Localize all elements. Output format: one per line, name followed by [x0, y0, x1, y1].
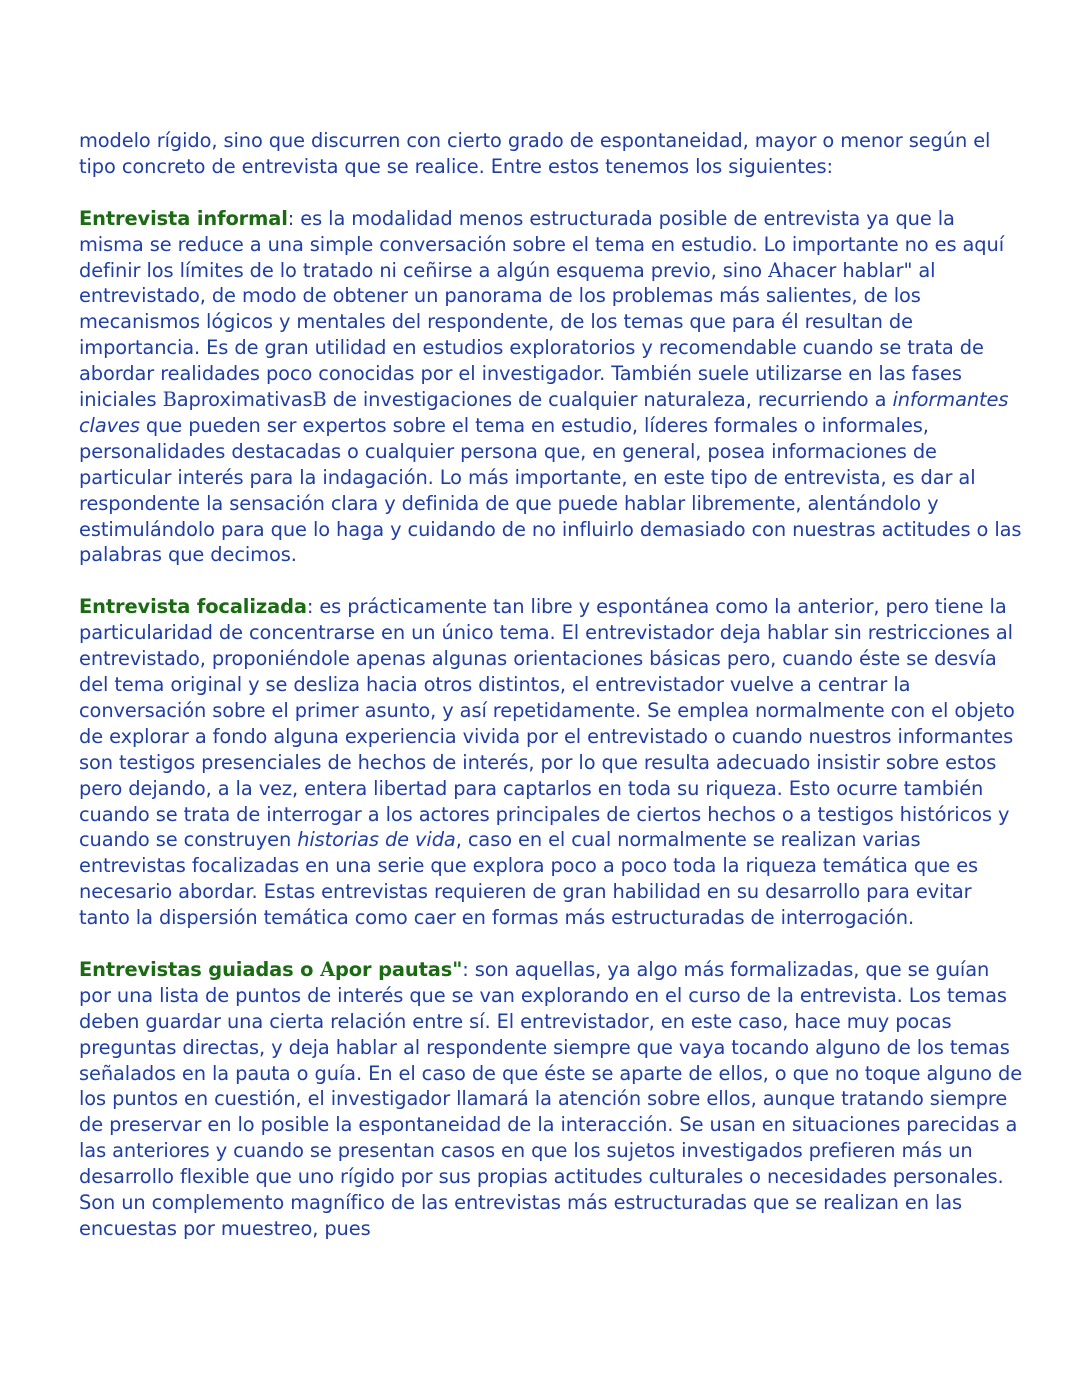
focalizada-text-2: , caso en el cual normalmente se realizan varias entrevistas focalizadas en una serie que explora poco a poco toda la riqueza temática que es necesario abordar. Estas entrevistas requieren de gran habilidad en su desarrollo para evitar tanto la dispersión temática como caer en formas más estructuradas de interrogación.	[79, 828, 979, 930]
guiadas-glyph-a: A	[320, 957, 336, 981]
informal-glyph-a: A	[768, 258, 783, 282]
informal-text-2: hacer hablar" al entrevistado, de modo de obtener un panorama de los problemas más salientes, de los mecanismos lógicos y mentales del respondente, de los temas que para él resultan de importancia. Es de gran utilidad en estudios exploratorios y recomendable cuando se trata de abordar realidades poco conocidas por el investigador. También suele utilizarse en las fases iniciales	[79, 258, 984, 412]
informal-text-4: de investigaciones de cualquier naturaleza, recurriendo a	[326, 388, 893, 412]
guiadas-paragraph	[79, 957, 1024, 1242]
informal-glyph-b1: B	[162, 388, 177, 412]
intro-text: modelo rígido, sino que discurren con cierto grado de espontaneidad, mayor o menor según el tipo concreto de entrevista que se realice. Entre estos tenemos los siguientes:	[79, 129, 991, 178]
informal-italic: informantes claves	[79, 388, 1009, 437]
document-page	[79, 128, 1024, 1268]
intro-paragraph	[79, 128, 1024, 180]
focalizada-term: Entrevista focalizada	[79, 595, 307, 619]
guiadas-term-1: Entrevistas guiadas o	[79, 957, 321, 981]
informal-text-5: que pueden ser expertos sobre el tema en estudio, líderes formales o informales, personalidades destacadas o cualquier persona que, en general, posea informaciones de particular interés para la indagación. Lo más importante, en este tipo de entrevista, es dar al respondente la sensación clara y definida de que puede hablar libremente, alentándolo y estimulándolo para que lo haga y cuidando de no influirlo demasiado con nuestras actitudes o las palabras que decimos.	[79, 413, 1022, 567]
informal-paragraph	[79, 206, 1024, 569]
focalizada-italic: historias de vida	[297, 828, 456, 852]
guiadas-term-2: por pautas"	[335, 957, 463, 981]
guiadas-text-1: : son aquellas, ya algo más formalizadas, que se guían por una lista de puntos de interés que se van explorando en el curso de la entrevista. Los temas deben guardar una cierta relación entre sí. El entrevistador, en este caso, hace muy pocas preguntas directas, y deja hablar al respondente siempre que vaya tocando alguno de los temas señalados en la pauta o guía. En el caso de que éste se aparte de ellos, o que no toque alguno de los puntos en cuestión, el investigador llamará la atención sobre ellos, aunque tratando siempre de preservar en lo posible la espontaneidad de la interacción. Se usan en situaciones parecidas a las anteriores y cuando se presentan casos en que los sujetos investigados prefieren más un desarrollo flexible que uno rígido por sus propias actitudes culturales o necesidades personales. Son un complemento magnífico de las entrevistas más estructuradas que se realizan en las encuestas por muestreo, pues	[79, 957, 1023, 1241]
informal-term: Entrevista informal	[79, 206, 288, 230]
informal-text-3: aproximativas	[176, 388, 313, 412]
focalizada-paragraph	[79, 594, 1024, 931]
informal-text-1: : es la modalidad menos estructurada posible de entrevista ya que la misma se reduce a una simple conversación sobre el tema en estudio. Lo importante no es aquí definir los límites de lo tratado ni ceñirse a algún esquema previo, sino	[79, 206, 1004, 282]
focalizada-text-1: : es prácticamente tan libre y espontánea como la anterior, pero tiene la particularidad de concentrarse en un único tema. El entrevistador deja hablar sin restricciones al entrevistado, proponiéndole apenas algunas orientaciones básicas pero, cuando éste se desvía del tema original y se desliza hacia otros distintos, el entrevistador vuelve a centrar la conversación sobre el primer asunto, y así repetidamente. Se emplea normalmente con el objeto de explorar a fondo alguna experiencia vivida por el entrevistado o cuando nuestros informantes son testigos presenciales de hechos de interés, por lo que resulta adecuado insistir sobre estos pero dejando, a la vez, entera libertad para captarlos en toda su riqueza. Esto ocurre también cuando se trata de interrogar a los actores principales de ciertos hechos o a testigos históricos y cuando se construyen	[79, 595, 1015, 852]
informal-glyph-b2: B	[312, 388, 327, 412]
